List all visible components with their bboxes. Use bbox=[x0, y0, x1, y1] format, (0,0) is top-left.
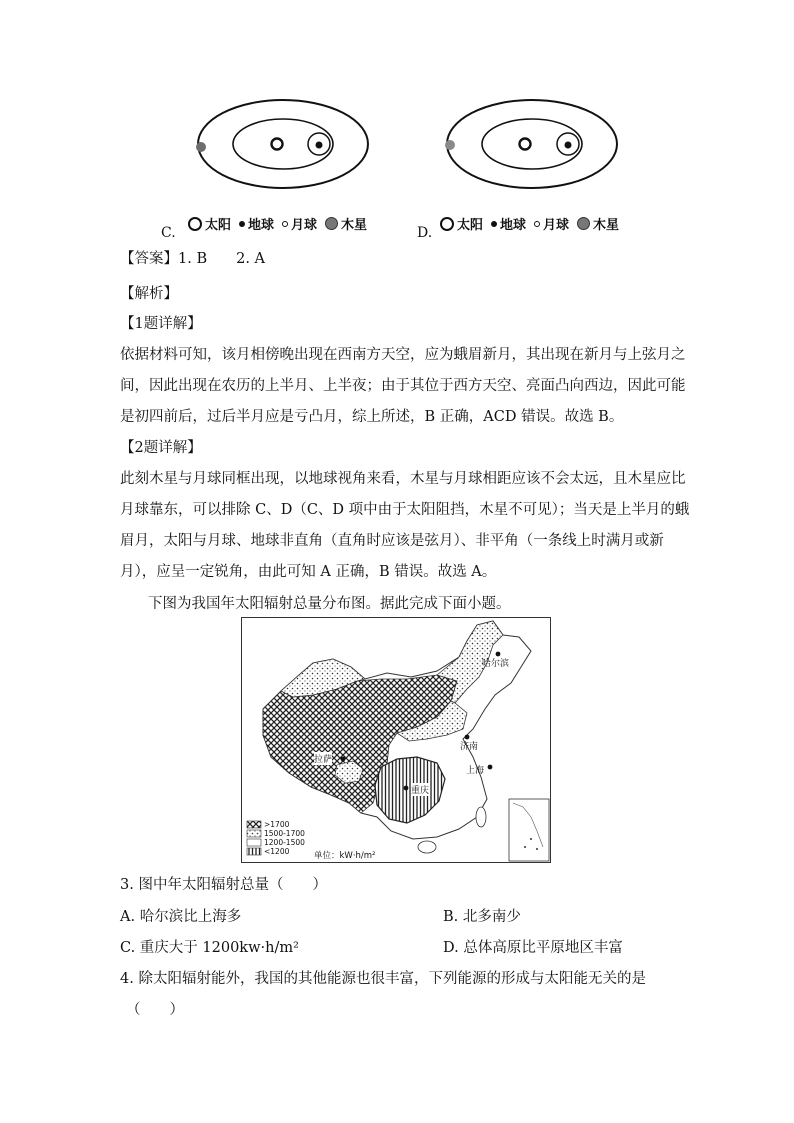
map-legend-label: >1700 bbox=[264, 820, 290, 829]
map-legend-label: 1200-1500 bbox=[264, 838, 305, 847]
sun-icon bbox=[440, 217, 454, 231]
sun-icon bbox=[188, 217, 202, 231]
earth-icon bbox=[239, 221, 245, 227]
orbit-legend-c bbox=[188, 214, 367, 233]
answer-line: 【答案】1. B 2. A bbox=[120, 251, 266, 267]
jupiter-icon bbox=[325, 217, 338, 230]
material-intro: 下图为我国年太阳辐射总量分布图。据此完成下面小题。 bbox=[148, 596, 511, 612]
q1-text-line: 是初四前后，过后半月应是亏凸月，综上所述，B 正确，ACD 错误。故选 B。 bbox=[120, 409, 624, 425]
map-city-lhasa: 拉萨 bbox=[314, 752, 332, 765]
q3-option-b[interactable]: B. 北多南少 bbox=[443, 909, 521, 925]
legend-label-moon: 月球 bbox=[291, 218, 318, 233]
legend-label-earth: 地球 bbox=[248, 218, 275, 233]
choice-letter-c: C. bbox=[161, 225, 176, 241]
map-legend-label: 1500-1700 bbox=[264, 829, 305, 838]
map-city-chongqing: 重庆 bbox=[411, 783, 429, 796]
q2-text-line: 月），应呈一定锐角，由此可知 A 正确，B 错误。故选 A。 bbox=[120, 564, 497, 580]
q2-text-line: 眉月，太阳与月球、地球非直角（直角时应该是弦月）、非平角（一条线上时满月或新 bbox=[120, 533, 664, 549]
earth-icon bbox=[491, 221, 497, 227]
legend-label-jupiter: 木星 bbox=[341, 218, 368, 233]
q3-stem: 3. 图中年太阳辐射总量（ ） bbox=[120, 877, 327, 893]
q3-option-c[interactable]: C. 重庆大于 1200kw·h/m² bbox=[120, 940, 299, 956]
orbit-diagram-d bbox=[440, 96, 630, 196]
analysis-label: 【解析】 bbox=[120, 286, 178, 302]
q2-heading: 【2题详解】 bbox=[120, 440, 202, 456]
orbit-legend-d bbox=[440, 214, 619, 233]
q1-text-line: 依据材料可知，该月相傍晚出现在西南方天空，应为蛾眉新月，其出现在新月与上弦月之 bbox=[120, 347, 686, 363]
q1-text-line: 间，因此出现在农历的上半月、上半夜；由于其位于西方天空、亮面凸向西边，因此可能 bbox=[120, 378, 686, 394]
map-city-jinan: 济南 bbox=[460, 742, 479, 752]
legend-label-jupiter: 木星 bbox=[593, 218, 620, 233]
moon-icon bbox=[282, 221, 288, 227]
map-city-shanghai: 上海 bbox=[466, 766, 485, 776]
choice-letter-d: D. bbox=[417, 225, 433, 241]
q4-stem: 4. 除太阳辐射能外，我国的其他能源也很丰富，下列能源的形成与太阳能无关的是 bbox=[120, 971, 646, 987]
legend-label-sun: 太阳 bbox=[205, 218, 232, 233]
q3-option-d[interactable]: D. 总体高原比平原地区丰富 bbox=[443, 940, 623, 956]
q2-text-line: 月球靠东，可以排除 C、D（C、D 项中由于太阳阻挡，木星不可见）；当天是上半月的蛾 bbox=[120, 502, 690, 518]
legend-label-sun: 太阳 bbox=[457, 218, 484, 233]
legend-label-moon: 月球 bbox=[543, 218, 570, 233]
map-unit-label: 单位：kW·h/m² bbox=[314, 851, 376, 861]
q2-text-line: 此刻木星与月球同框出现，以地球视角来看，木星与月球相距应该不会太远，且木星应比 bbox=[120, 471, 686, 487]
moon-icon bbox=[534, 221, 540, 227]
orbit-diagram-c bbox=[190, 96, 380, 196]
q3-option-a[interactable]: A. 哈尔滨比上海多 bbox=[120, 909, 242, 925]
q1-heading: 【1题详解】 bbox=[120, 316, 202, 332]
q4-stem-continued: （ ） bbox=[126, 1002, 184, 1018]
map-city-harbin: 哈尔滨 bbox=[482, 659, 510, 669]
jupiter-icon bbox=[577, 217, 590, 230]
map-legend-label: <1200 bbox=[264, 847, 290, 856]
legend-label-earth: 地球 bbox=[500, 218, 527, 233]
